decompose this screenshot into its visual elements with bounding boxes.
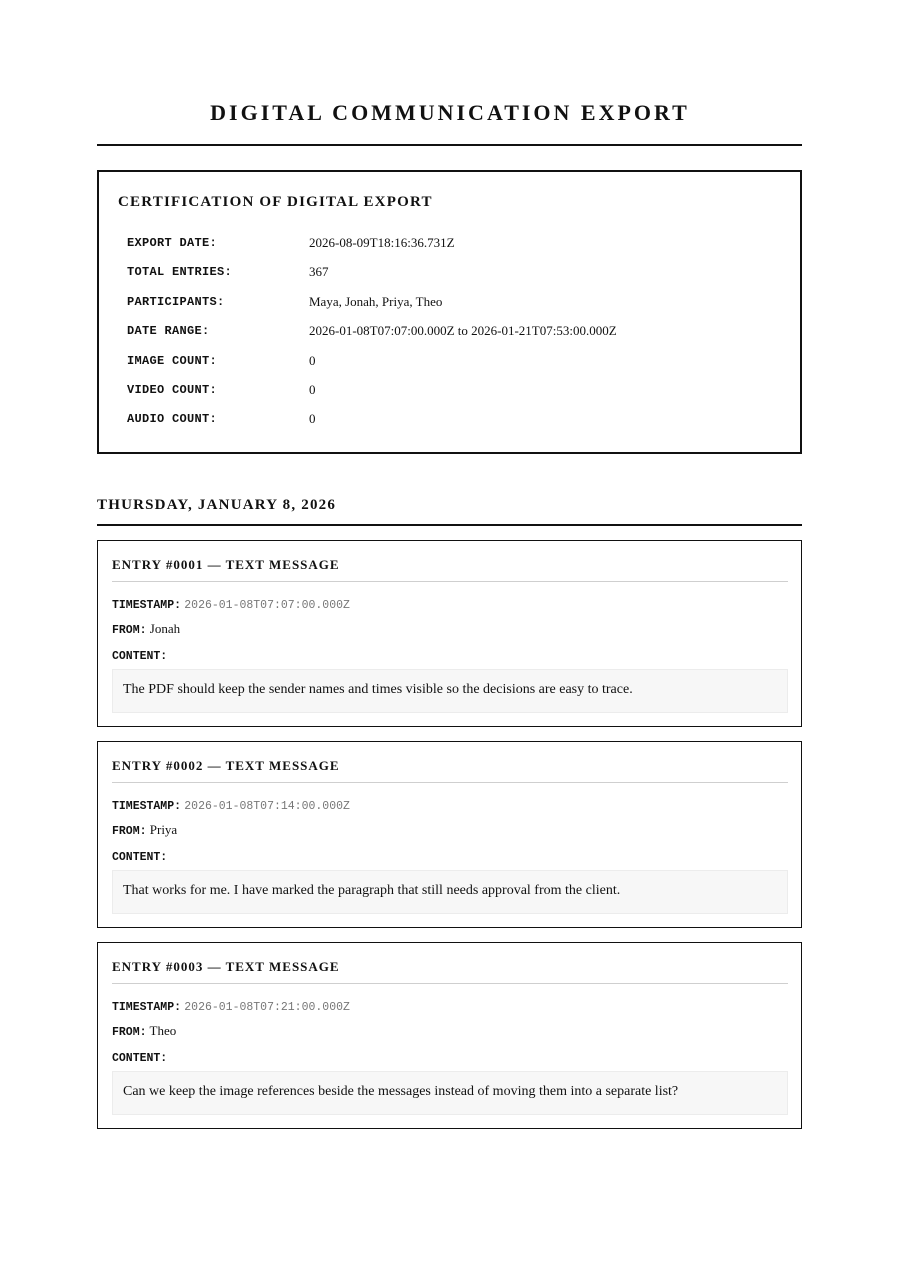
cert-value: 0 <box>309 411 316 426</box>
content-label: CONTENT: <box>112 650 168 663</box>
from-label: FROM: <box>112 1026 147 1039</box>
from-field <box>112 1023 176 1039</box>
content-label: CONTENT: <box>112 851 168 864</box>
from-field <box>112 621 180 637</box>
from-label: FROM: <box>112 825 147 838</box>
entry-title: ENTRY #0003 — TEXT MESSAGE <box>112 959 340 974</box>
cert-label: TOTAL ENTRIES: <box>127 265 233 279</box>
page-title: DIGITAL COMMUNICATION EXPORT <box>210 100 690 125</box>
timestamp-label: TIMESTAMP: <box>112 1001 182 1014</box>
cert-value: 0 <box>309 353 316 368</box>
entry-divider <box>112 983 788 984</box>
certification-panel <box>97 170 802 454</box>
cert-row-date-range <box>127 324 777 344</box>
cert-row-export-date <box>127 236 777 256</box>
timestamp-value: 2026-01-08T07:07:00.000Z <box>184 599 350 612</box>
entry-title: ENTRY #0001 — TEXT MESSAGE <box>112 557 340 572</box>
certification-heading: CERTIFICATION OF DIGITAL EXPORT <box>118 194 433 210</box>
entry-divider <box>112 581 788 582</box>
from-label: FROM: <box>112 624 147 637</box>
sender-name: Priya <box>149 822 178 837</box>
entry-card <box>97 741 802 928</box>
content-label: CONTENT: <box>112 1052 168 1065</box>
timestamp-field <box>112 998 350 1014</box>
timestamp-label: TIMESTAMP: <box>112 599 182 612</box>
content-field <box>112 647 167 663</box>
title-divider <box>97 144 802 146</box>
cert-label: DATE RANGE: <box>127 324 210 338</box>
cert-row-video-count <box>127 383 777 403</box>
message-content-box <box>112 870 788 914</box>
entry-title: ENTRY #0002 — TEXT MESSAGE <box>112 758 340 773</box>
cert-value: 2026-08-09T18:16:36.731Z <box>309 235 455 250</box>
cert-value: 2026-01-08T07:07:00.000Z to 2026-01-21T07:53:00.000Z <box>309 323 617 338</box>
from-field <box>112 822 177 838</box>
timestamp-value: 2026-01-08T07:21:00.000Z <box>184 1001 350 1014</box>
sender-name: Theo <box>149 1023 177 1038</box>
cert-value: Maya, Jonah, Priya, Theo <box>309 294 443 309</box>
cert-value: 0 <box>309 382 316 397</box>
message-text: The PDF should keep the sender names and times visible so the decisions are easy to trace. <box>123 682 633 697</box>
cert-label: VIDEO COUNT: <box>127 383 218 397</box>
timestamp-label: TIMESTAMP: <box>112 800 182 813</box>
content-field <box>112 1049 167 1065</box>
cert-row-participants <box>127 295 777 315</box>
cert-row-total-entries <box>127 265 777 285</box>
day-divider <box>97 524 802 526</box>
cert-value: 367 <box>309 264 329 279</box>
sender-name: Jonah <box>149 621 181 636</box>
cert-label: PARTICIPANTS: <box>127 295 225 309</box>
cert-row-audio-count <box>127 412 777 432</box>
cert-row-image-count <box>127 354 777 374</box>
timestamp-value: 2026-01-08T07:14:00.000Z <box>184 800 350 813</box>
cert-label: EXPORT DATE: <box>127 236 218 250</box>
entry-card <box>97 540 802 727</box>
message-text: Can we keep the image references beside the messages instead of moving them into a separate list? <box>123 1084 679 1099</box>
content-field <box>112 848 167 864</box>
entry-divider <box>112 782 788 783</box>
message-text: That works for me. I have marked the paragraph that still needs approval from the client. <box>123 883 621 898</box>
timestamp-field <box>112 596 350 612</box>
message-content-box <box>112 1071 788 1115</box>
day-heading: THURSDAY, JANUARY 8, 2026 <box>97 497 337 513</box>
entry-card <box>97 942 802 1129</box>
timestamp-field <box>112 797 350 813</box>
cert-label: AUDIO COUNT: <box>127 412 218 426</box>
cert-label: IMAGE COUNT: <box>127 354 218 368</box>
message-content-box <box>112 669 788 713</box>
